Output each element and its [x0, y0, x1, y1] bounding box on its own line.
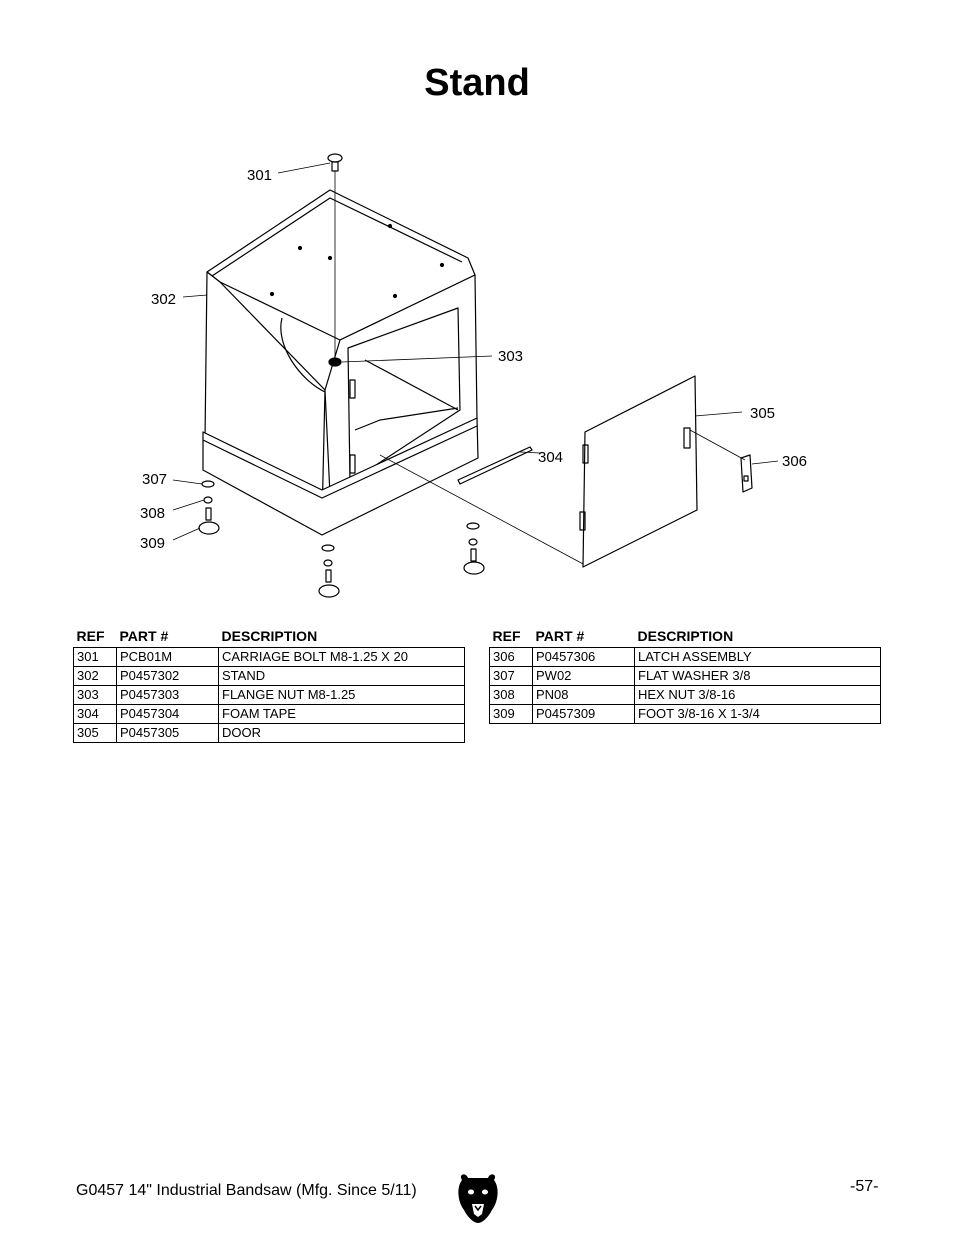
table-row	[490, 686, 881, 705]
table-row	[74, 667, 465, 686]
table-row	[490, 667, 881, 686]
cell-description: STAND	[219, 667, 465, 686]
cell-ref: 307	[490, 667, 533, 686]
cell-description: FLANGE NUT M8-1.25	[219, 686, 465, 705]
table-row	[74, 724, 465, 743]
cell-part: P0457309	[533, 705, 635, 724]
col-ref: REF	[492, 628, 521, 644]
callout-302: 302	[151, 291, 177, 308]
foot-left	[199, 481, 219, 534]
callout-301: 301	[247, 167, 273, 184]
cell-description: FLAT WASHER 3/8	[635, 667, 881, 686]
cell-part: P0457302	[117, 667, 219, 686]
callout-307: 307	[142, 471, 168, 488]
table-header-row	[74, 624, 465, 648]
footer-manual-title: G0457 14" Industrial Bandsaw (Mfg. Since 5/11)	[76, 1182, 417, 1199]
cell-description: HEX NUT 3/8-16	[635, 686, 881, 705]
foot-right	[464, 523, 484, 574]
callout-305: 305	[750, 405, 776, 422]
grizzly-bear-logo-icon	[456, 1172, 500, 1224]
flange-nut	[329, 358, 341, 366]
col-description: DESCRIPTION	[221, 628, 318, 644]
cell-part: P0457304	[117, 705, 219, 724]
cell-part: PN08	[533, 686, 635, 705]
door	[583, 376, 697, 567]
callout-304: 304	[538, 449, 564, 466]
col-part: PART #	[535, 628, 585, 644]
cell-ref: 303	[74, 686, 117, 705]
cell-ref: 306	[490, 648, 533, 667]
foot-front	[319, 545, 339, 597]
cell-description: DOOR	[219, 724, 465, 743]
parts-table-right	[489, 624, 881, 724]
latch	[741, 455, 752, 492]
cell-ref: 309	[490, 705, 533, 724]
cell-description: LATCH ASSEMBLY	[635, 648, 881, 667]
callout-303: 303	[498, 348, 524, 365]
carriage-bolt	[328, 154, 342, 162]
cell-ref: 302	[74, 667, 117, 686]
table-row	[74, 648, 465, 667]
callout-309: 309	[140, 535, 166, 552]
table-header-row	[490, 624, 881, 648]
cell-part: P0457305	[117, 724, 219, 743]
table-row	[74, 686, 465, 705]
cell-part: PCB01M	[117, 648, 219, 667]
page-title: Stand	[424, 62, 530, 104]
col-ref: REF	[76, 628, 105, 644]
col-part: PART #	[119, 628, 169, 644]
cell-ref: 308	[490, 686, 533, 705]
cell-ref: 301	[74, 648, 117, 667]
col-description: DESCRIPTION	[637, 628, 734, 644]
cell-part: P0457306	[533, 648, 635, 667]
cell-ref: 305	[74, 724, 117, 743]
cell-part: PW02	[533, 667, 635, 686]
parts-table-left	[73, 624, 465, 743]
cell-ref: 304	[74, 705, 117, 724]
callout-308: 308	[140, 505, 166, 522]
cell-description: FOOT 3/8-16 X 1-3/4	[635, 705, 881, 724]
table-row	[490, 648, 881, 667]
cell-description: CARRIAGE BOLT M8-1.25 X 20	[219, 648, 465, 667]
page-number: -57-	[850, 1178, 879, 1195]
callout-306: 306	[782, 453, 808, 470]
table-row	[74, 705, 465, 724]
cell-description: FOAM TAPE	[219, 705, 465, 724]
table-row	[490, 705, 881, 724]
cell-part: P0457303	[117, 686, 219, 705]
